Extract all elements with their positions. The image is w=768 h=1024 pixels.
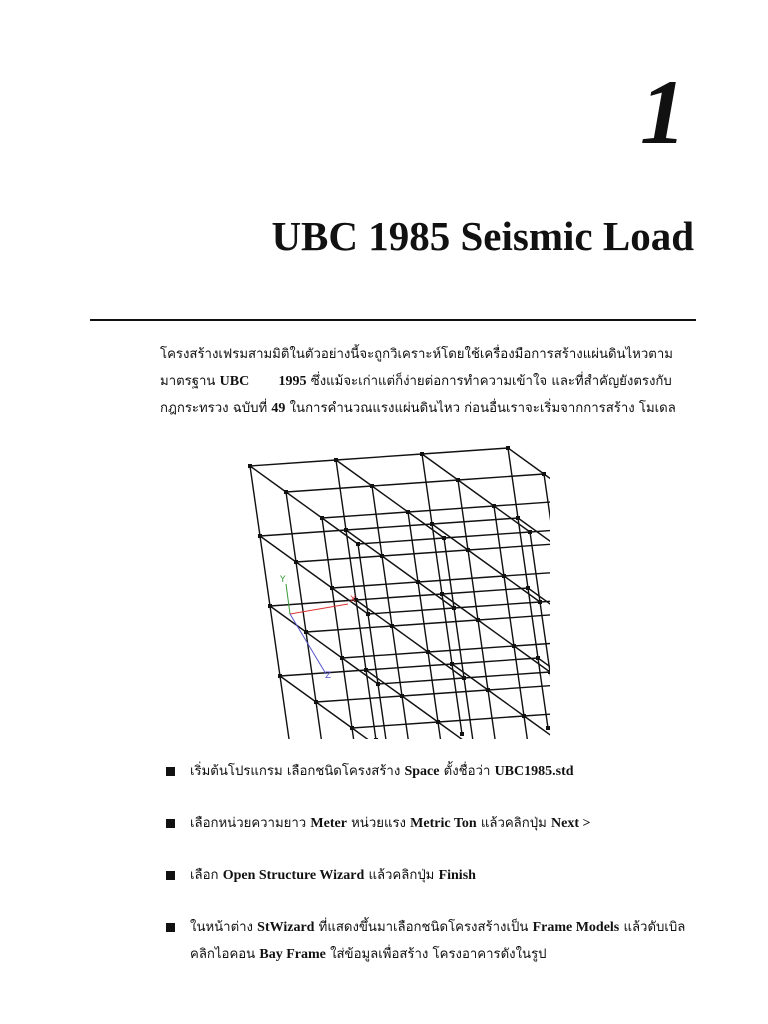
frame-node	[314, 700, 318, 704]
step-item	[160, 862, 696, 889]
frame-node	[320, 516, 324, 520]
step-text: เลือกหน่วยความยาว	[190, 816, 311, 831]
frame-member	[454, 602, 540, 608]
bullet-square-icon	[166, 871, 175, 880]
frame-member	[270, 606, 306, 632]
frame-member	[372, 480, 458, 486]
step-text: คลิกไอคอน	[190, 947, 260, 962]
frame-member	[382, 556, 392, 626]
frame-node	[350, 726, 354, 730]
frame-node	[304, 630, 308, 634]
step-text: แล้วคลิกปุ่ม	[476, 816, 551, 831]
frame-member	[504, 570, 550, 576]
frame-member	[454, 608, 464, 678]
frame-nodes	[248, 446, 550, 739]
frame-member	[468, 550, 478, 620]
frame-member	[458, 474, 544, 480]
frame-member	[488, 690, 524, 716]
frame-member	[438, 722, 474, 739]
frame-member	[494, 506, 504, 576]
frame-member	[382, 550, 468, 556]
frame-member	[342, 658, 352, 728]
frame-node	[546, 726, 550, 730]
chapter-number: 1	[640, 61, 686, 163]
frame-member	[260, 530, 346, 536]
frame-member	[530, 532, 540, 602]
step-text: ที่แสดงขึ้นมาเลือกชนิดโครงสร้างเป็น	[314, 920, 533, 935]
step-text: ตั้งชื่อว่า	[439, 764, 495, 779]
frame-member	[444, 532, 530, 538]
frame-node	[506, 446, 510, 450]
frame-member	[378, 678, 464, 684]
frame-member	[332, 588, 342, 658]
frame-member	[488, 690, 498, 739]
frame-node	[456, 478, 460, 482]
frame-node	[268, 604, 272, 608]
frame-member	[428, 646, 514, 652]
frame-member	[342, 652, 428, 658]
frame-member	[508, 448, 544, 474]
frame-node	[248, 464, 252, 468]
frame-member	[432, 518, 518, 524]
frame-member	[352, 722, 438, 728]
code-year: 1995	[278, 374, 307, 389]
frame-node	[486, 688, 490, 692]
step-term: Metric Ton	[410, 816, 477, 831]
frame-member	[514, 640, 550, 646]
frame-member	[518, 518, 528, 588]
intro-line-2b: ซึ่งแม้จะเก่าแต่ก็ง่ายต่อการทำความเข้าใจ และที่สำคัญยังตรงกับ	[306, 374, 672, 389]
frame-member	[514, 646, 524, 716]
bullet-square-icon	[166, 819, 175, 828]
frame-member	[540, 602, 550, 672]
frame-member	[306, 632, 342, 658]
frame-node	[436, 720, 440, 724]
frame-node	[376, 682, 380, 686]
frame-node	[528, 530, 532, 534]
frame-node	[400, 694, 404, 698]
intro-paragraph	[160, 341, 696, 422]
frame-node	[284, 490, 288, 494]
step-text: เริ่มต้นโปรแกรม เลือกชนิดโครงสร้าง	[190, 764, 405, 779]
frame-node	[538, 600, 542, 604]
frame-member	[286, 486, 372, 492]
frame-member	[286, 492, 296, 562]
frame-member	[464, 672, 550, 678]
frame-node	[462, 676, 466, 680]
frame-member	[296, 562, 332, 588]
frame-node	[370, 484, 374, 488]
frame-member	[418, 576, 504, 582]
frame-member	[332, 582, 418, 588]
frame-node	[450, 662, 454, 666]
frame-member	[478, 614, 550, 620]
frame-member	[438, 716, 524, 722]
frame-member	[368, 614, 378, 684]
frame-member	[402, 696, 438, 722]
frame-member	[366, 664, 452, 670]
frame-member	[452, 664, 462, 734]
frame-node	[466, 548, 470, 552]
frame-member	[408, 506, 494, 512]
frame-member	[432, 524, 442, 594]
frame-node	[548, 670, 550, 674]
step-item	[160, 758, 696, 785]
step-term: Finish	[438, 868, 476, 883]
intro-line-2a: มาตรฐาน	[160, 374, 220, 389]
frame-member	[468, 544, 550, 550]
code-ubc: UBC	[219, 374, 250, 389]
step-term: Next >	[551, 816, 591, 831]
frame-node	[278, 674, 282, 678]
bullet-square-icon	[166, 767, 175, 776]
frame-member	[428, 652, 438, 722]
axis-label-x: X	[350, 595, 357, 605]
frame-member	[346, 524, 432, 530]
intro-line-3a: กฎกระทรวง ฉบับที่	[160, 401, 272, 416]
frame-member	[280, 670, 366, 676]
frame-member	[458, 480, 494, 506]
frame-member	[296, 562, 306, 632]
step-text: แล้วดับเบิล	[619, 920, 686, 935]
frame-member	[250, 466, 260, 536]
intro-line-1: โครงสร้างเฟรมสามมิติในตัวอย่างนี้จะถูกวิเคราะห์โดยใช้เครื่องมือการสร้างแผ่นดินไหวตาม	[160, 347, 673, 362]
frame-member	[366, 670, 376, 739]
frame-member	[356, 594, 442, 600]
frame-node	[516, 516, 520, 520]
frame-node	[364, 668, 368, 672]
frame-node	[406, 510, 410, 514]
step-term: Space	[404, 764, 440, 779]
frame-node	[330, 586, 334, 590]
frame-member	[544, 474, 550, 544]
frame-member	[464, 678, 474, 739]
frame-member	[382, 556, 418, 582]
frame-member	[372, 486, 382, 556]
frame-node	[356, 542, 360, 546]
frame-member	[438, 722, 448, 739]
frame-node	[420, 452, 424, 456]
frame-member	[418, 582, 428, 652]
frame-node	[430, 522, 434, 526]
regulation-number: 49	[271, 401, 286, 416]
title-divider	[90, 319, 696, 321]
frame-member	[260, 536, 270, 606]
frame-node	[502, 574, 506, 578]
frame-node	[416, 580, 420, 584]
step-term: Open Structure Wizard	[222, 868, 365, 883]
frame-node	[460, 732, 464, 736]
frame-member	[494, 500, 550, 506]
step-term: Meter	[310, 816, 347, 831]
frame-member	[316, 702, 352, 728]
frame-node	[344, 528, 348, 532]
frame-member	[322, 518, 332, 588]
frame-member	[358, 544, 368, 614]
frame-node	[440, 592, 444, 596]
frame-node	[258, 534, 262, 538]
frame-member	[538, 658, 548, 728]
axis-label-z: Z	[325, 671, 332, 681]
frame-member	[442, 594, 452, 664]
frame-member	[452, 658, 538, 664]
frame-model-figure	[240, 444, 550, 739]
step-term: StWizard	[257, 920, 315, 935]
bullet-square-icon	[166, 923, 175, 932]
axis-triad	[279, 575, 356, 681]
frame-member	[368, 608, 454, 614]
frame-node	[340, 656, 344, 660]
axis-label-y: Y	[280, 575, 286, 585]
frame-node	[522, 714, 526, 718]
frame-member	[250, 460, 336, 466]
frame-member	[422, 454, 458, 480]
step-text: ใส่ข้อมูลเพื่อสร้าง โครงอาคารดังในรูป	[325, 947, 547, 962]
frame-member	[372, 486, 408, 512]
frame-node	[366, 612, 370, 616]
frame-member	[444, 538, 454, 608]
frame-member	[402, 690, 488, 696]
frame-node	[442, 536, 446, 540]
frame-member	[250, 466, 286, 492]
frame-member	[322, 512, 408, 518]
frame-member	[422, 448, 508, 454]
frame-member	[306, 626, 392, 632]
frame-node	[492, 504, 496, 508]
frame-node	[526, 586, 530, 590]
frame-member	[280, 676, 316, 702]
frame-member	[478, 620, 514, 646]
frame-node	[294, 560, 298, 564]
frame-member	[528, 588, 538, 658]
frame-node	[426, 650, 430, 654]
frame-member	[504, 576, 514, 646]
frame-member	[392, 626, 428, 652]
frame-member	[468, 550, 504, 576]
step-text: แล้วคลิกปุ่ม	[364, 868, 439, 883]
frame-member	[358, 538, 444, 544]
frame-member	[346, 530, 356, 600]
frame-node	[512, 644, 516, 648]
step-item	[160, 810, 696, 837]
frame-node	[390, 624, 394, 628]
frame-member	[336, 454, 422, 460]
frame-member	[458, 480, 468, 550]
step-term: UBC1985.std	[494, 764, 574, 779]
frame-node	[542, 472, 546, 476]
frame-member	[316, 696, 402, 702]
step-item	[160, 914, 696, 968]
step-text: หน่วยแรง	[346, 816, 411, 831]
frame-member	[286, 492, 322, 518]
frame-member	[478, 620, 488, 690]
frame-member	[392, 620, 478, 626]
frame-member	[280, 676, 290, 739]
frame-node	[380, 554, 384, 558]
frame-member	[442, 588, 528, 594]
frame-member	[270, 606, 280, 676]
intro-line-3b: ในการคำนวณแรงแผ่นดินไหว ก่อนอื่นเราจะเริ่มจากการสร้าง โมเดล	[285, 401, 676, 416]
frame-member	[408, 512, 418, 582]
frame-member	[260, 536, 296, 562]
frame-member	[336, 460, 346, 530]
chapter-title: UBC 1985 Seismic Load	[271, 213, 694, 259]
frame-node	[476, 618, 480, 622]
frame-member	[422, 454, 432, 524]
frame-member	[356, 600, 366, 670]
step-term: Frame Models	[532, 920, 620, 935]
frame-member	[392, 626, 402, 696]
step-text: เลือก	[190, 868, 223, 883]
step-text: ในหน้าต่าง	[190, 920, 258, 935]
frame-node	[536, 656, 540, 660]
frame-node	[334, 458, 338, 462]
frame-node	[374, 738, 378, 739]
frame-node	[452, 606, 456, 610]
step-term: Bay Frame	[259, 947, 326, 962]
frame-member	[336, 460, 372, 486]
frame-member	[352, 728, 388, 739]
frame-member	[508, 448, 518, 518]
frame-member	[378, 684, 388, 739]
frame-member	[296, 556, 382, 562]
